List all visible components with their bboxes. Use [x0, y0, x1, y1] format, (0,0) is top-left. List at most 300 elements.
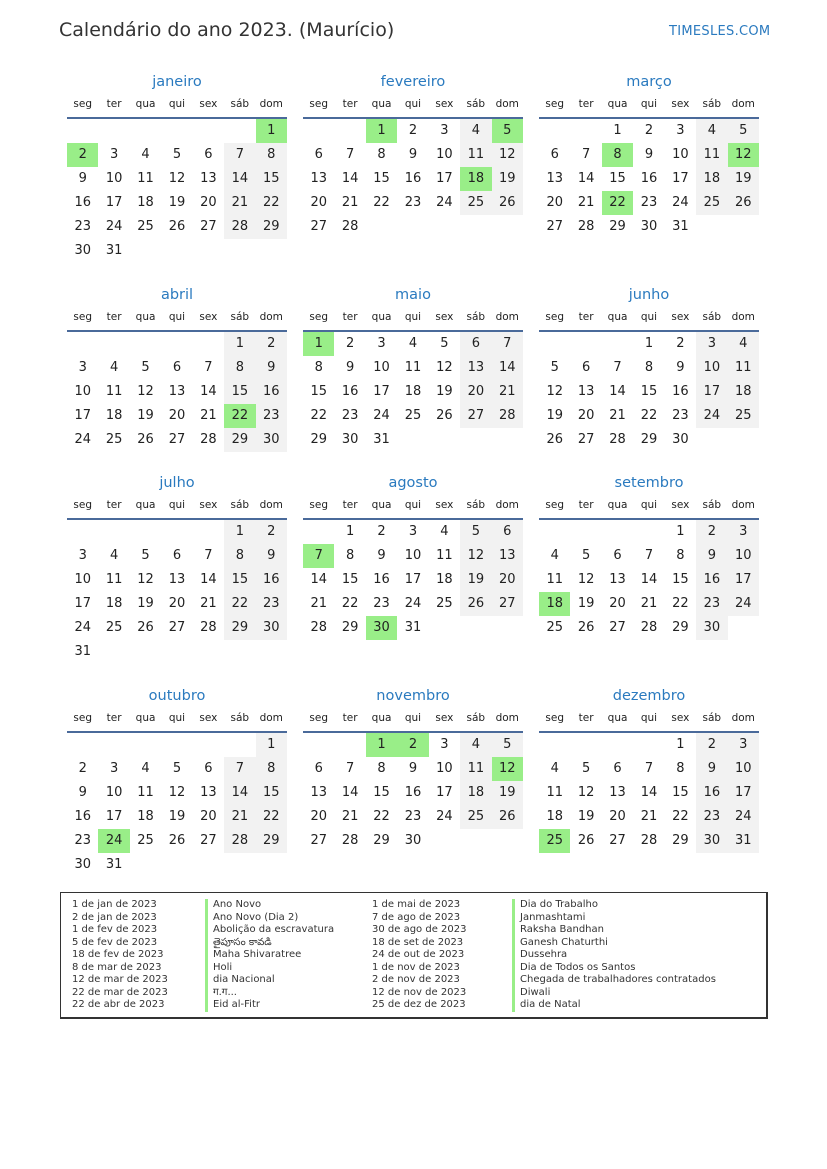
day-cell: 2 — [696, 733, 727, 757]
month-title: fevereiro — [380, 74, 446, 90]
weekday-label: qui — [168, 499, 186, 511]
day-cell: 26 — [492, 805, 523, 829]
day-cell: 4 — [550, 761, 559, 776]
holiday-name: Ano Novo — [205, 899, 261, 912]
day-cell: 16 — [672, 384, 689, 399]
day-cell: 24 — [696, 404, 727, 428]
empty-cell — [570, 332, 601, 356]
day-cell: 26 — [728, 191, 759, 215]
holiday-name: Maha Shivaratree — [205, 949, 301, 962]
day-cell: 12 — [577, 572, 595, 587]
day-cell: 6 — [204, 147, 213, 162]
day-cell: 27 — [546, 219, 563, 234]
day-cell: 17 — [696, 380, 727, 404]
empty-cell — [570, 119, 601, 143]
day-cell: 4 — [550, 548, 559, 563]
weekday-label: dom — [495, 311, 519, 323]
holiday-name: ग.ग... — [205, 987, 237, 1000]
day-grid — [67, 520, 287, 664]
day-cell: 20 — [168, 408, 186, 423]
holiday-name: Dia do Trabalho — [512, 899, 598, 912]
day-cell: 21 — [310, 596, 327, 611]
day-cell: 28 — [341, 219, 359, 234]
weekday-label: seg — [309, 98, 329, 110]
day-cell: 10 — [436, 147, 453, 162]
day-cell: 19 — [577, 596, 595, 611]
day-cell: 11 — [404, 360, 422, 375]
day-cell: 31 — [728, 829, 759, 853]
holiday-name: Holi — [205, 962, 232, 975]
day-cell: 11 — [546, 572, 563, 587]
day-cell: 11 — [460, 757, 491, 781]
day-cell: 30 — [696, 616, 727, 640]
holiday-day-cell: 2 — [67, 143, 98, 167]
weekday-label: ter — [578, 712, 594, 724]
weekday-header — [539, 93, 759, 119]
day-cell: 2 — [256, 520, 287, 544]
holiday-date: 25 de dez de 2023 — [372, 999, 466, 1010]
weekday-label: seg — [73, 499, 93, 511]
weekday-label: qua — [607, 311, 628, 323]
weekday-label: qui — [640, 98, 658, 110]
holiday-day-cell: 12 — [728, 143, 759, 167]
weekday-label: seg — [73, 98, 93, 110]
day-cell: 22 — [672, 596, 689, 611]
weekday-header — [67, 494, 287, 520]
day-cell: 4 — [440, 524, 449, 539]
day-cell: 28 — [310, 620, 327, 635]
day-cell: 24 — [404, 596, 422, 611]
day-cell: 7 — [613, 360, 622, 375]
holiday-date: 7 de ago de 2023 — [372, 911, 461, 923]
day-cell: 6 — [550, 147, 559, 162]
day-cell: 14 — [609, 384, 626, 399]
day-cell: 24 — [672, 195, 689, 210]
day-cell: 5 — [172, 147, 182, 162]
month-março — [539, 71, 759, 239]
day-cell: 30 — [341, 432, 359, 447]
weekday-label: sáb — [230, 98, 250, 110]
day-cell: 20 — [492, 568, 523, 592]
day-cell: 23 — [341, 408, 359, 423]
month-maio — [303, 284, 523, 452]
empty-cell — [161, 733, 192, 757]
day-cell: 3 — [728, 733, 759, 757]
day-cell: 19 — [460, 568, 491, 592]
day-cell: 20 — [577, 408, 595, 423]
day-cell: 30 — [74, 857, 91, 872]
day-cell: 11 — [105, 384, 123, 399]
day-cell: 17 — [74, 596, 91, 611]
day-cell: 26 — [577, 620, 595, 635]
day-cell: 4 — [109, 360, 119, 375]
day-cell: 3 — [109, 147, 119, 162]
weekday-label: ter — [106, 311, 122, 323]
day-cell: 8 — [676, 761, 685, 776]
empty-cell — [334, 119, 365, 143]
day-cell: 27 — [200, 833, 217, 848]
day-cell: 28 — [640, 620, 658, 635]
day-cell: 23 — [256, 404, 287, 428]
holiday-name: Ganesh Chaturthi — [512, 937, 608, 950]
empty-cell — [98, 733, 129, 757]
day-cell: 17 — [728, 781, 759, 805]
weekday-label: seg — [73, 311, 93, 323]
weekday-label: qui — [168, 712, 186, 724]
empty-cell — [570, 520, 601, 544]
day-cell: 18 — [105, 408, 123, 423]
month-title: julho — [159, 475, 195, 491]
weekday-label: sáb — [702, 98, 722, 110]
day-cell: 3 — [440, 123, 449, 138]
day-cell: 14 — [640, 572, 658, 587]
empty-cell — [224, 733, 255, 757]
day-cell: 9 — [78, 171, 87, 186]
day-cell: 18 — [728, 380, 759, 404]
day-cell: 30 — [256, 428, 287, 452]
day-cell: 15 — [672, 572, 689, 587]
day-cell: 10 — [74, 572, 91, 587]
day-cell: 7 — [492, 332, 523, 356]
day-cell: 16 — [74, 809, 91, 824]
day-cell: 13 — [168, 384, 186, 399]
day-cell: 5 — [581, 548, 591, 563]
day-cell: 4 — [408, 336, 418, 351]
weekday-label: seg — [309, 311, 329, 323]
empty-cell — [161, 119, 192, 143]
day-cell: 14 — [200, 572, 217, 587]
day-cell: 5 — [581, 761, 591, 776]
day-cell: 17 — [373, 384, 390, 399]
day-cell: 31 — [672, 219, 689, 234]
month-title: junho — [628, 287, 670, 303]
weekday-label: qui — [404, 311, 422, 323]
day-cell: 19 — [137, 408, 154, 423]
day-cell: 31 — [74, 644, 91, 659]
day-cell: 20 — [609, 809, 626, 824]
empty-cell — [303, 119, 334, 143]
day-cell: 27 — [200, 219, 217, 234]
day-cell: 16 — [74, 195, 91, 210]
day-cell: 15 — [224, 568, 255, 592]
empty-cell — [98, 332, 129, 356]
day-cell: 10 — [105, 171, 123, 186]
day-cell: 19 — [546, 408, 563, 423]
day-cell: 14 — [492, 356, 523, 380]
day-cell: 14 — [224, 781, 255, 805]
weekday-label: qua — [607, 712, 628, 724]
day-cell: 5 — [141, 360, 150, 375]
day-cell: 18 — [546, 809, 563, 824]
day-cell: 14 — [224, 167, 255, 191]
day-cell: 18 — [404, 384, 422, 399]
weekday-header — [303, 93, 523, 119]
weekday-label: qua — [135, 712, 156, 724]
day-cell: 28 — [200, 620, 217, 635]
holiday-date: 12 de nov de 2023 — [372, 986, 467, 998]
day-cell: 1 — [676, 737, 685, 752]
day-cell: 17 — [74, 408, 91, 423]
day-cell: 22 — [373, 809, 390, 824]
day-cell: 28 — [492, 404, 523, 428]
day-cell: 9 — [256, 356, 287, 380]
day-cell: 27 — [492, 592, 523, 616]
weekday-label: seg — [309, 499, 329, 511]
day-cell: 1 — [676, 524, 685, 539]
weekday-label: qui — [640, 712, 658, 724]
holiday-day-cell: 5 — [492, 119, 523, 143]
day-cell: 26 — [546, 432, 563, 447]
day-cell: 18 — [137, 195, 154, 210]
day-cell: 1 — [345, 524, 355, 539]
empty-cell — [633, 733, 664, 757]
holiday-date: 2 de nov de 2023 — [372, 974, 460, 985]
day-cell: 16 — [696, 781, 727, 805]
day-cell: 6 — [613, 761, 622, 776]
holiday-day-cell: 30 — [366, 616, 397, 640]
empty-cell — [193, 332, 224, 356]
holiday-day-cell: 1 — [256, 119, 287, 143]
weekday-label: sáb — [466, 98, 486, 110]
day-cell: 6 — [492, 520, 523, 544]
day-cell: 31 — [105, 243, 123, 258]
holiday-date: 24 de out de 2023 — [372, 949, 465, 960]
day-cell: 13 — [310, 171, 327, 186]
holiday-name: తైపూసం కావడి — [205, 937, 272, 950]
weekday-label: dom — [731, 499, 755, 511]
day-cell: 15 — [373, 171, 390, 186]
day-cell: 7 — [581, 147, 591, 162]
holiday-name: Raksha Bandhan — [512, 924, 604, 937]
day-cell: 26 — [168, 219, 186, 234]
day-cell: 30 — [256, 616, 287, 640]
weekday-label: sex — [435, 712, 454, 724]
day-cell: 21 — [224, 805, 255, 829]
day-cell: 23 — [696, 805, 727, 829]
day-cell: 14 — [341, 171, 359, 186]
day-cell: 10 — [404, 548, 422, 563]
day-cell: 20 — [200, 809, 217, 824]
month-title: novembro — [376, 688, 450, 704]
holiday-name: Diwali — [512, 987, 550, 1000]
weekday-label: dom — [495, 712, 519, 724]
day-cell: 6 — [581, 360, 591, 375]
day-grid — [539, 520, 759, 640]
day-cell: 25 — [105, 432, 123, 447]
day-cell: 15 — [256, 167, 287, 191]
weekday-header — [303, 494, 523, 520]
day-cell: 8 — [676, 548, 685, 563]
day-cell: 21 — [341, 195, 359, 210]
day-cell: 14 — [640, 785, 658, 800]
day-cell: 29 — [672, 833, 689, 848]
month-fevereiro — [303, 71, 523, 239]
day-cell: 17 — [105, 195, 123, 210]
holiday-name: Janmashtami — [512, 912, 585, 925]
day-cell: 4 — [460, 733, 491, 757]
day-cell: 1 — [256, 733, 287, 757]
day-cell: 18 — [105, 596, 123, 611]
weekday-label: qui — [168, 311, 186, 323]
holiday-date: 8 de mar de 2023 — [72, 961, 162, 973]
day-cell: 22 — [310, 408, 327, 423]
empty-cell — [161, 332, 192, 356]
day-cell: 20 — [310, 195, 327, 210]
weekday-label: qua — [135, 98, 156, 110]
empty-cell — [303, 733, 334, 757]
day-cell: 12 — [546, 384, 563, 399]
holiday-date: 2 de jan de 2023 — [72, 911, 157, 923]
day-cell: 10 — [373, 360, 390, 375]
weekday-label: qui — [168, 98, 186, 110]
weekday-label: ter — [578, 98, 594, 110]
weekday-label: seg — [545, 98, 565, 110]
day-cell: 28 — [609, 432, 626, 447]
holiday-day-cell: 22 — [224, 404, 255, 428]
day-cell: 29 — [672, 620, 689, 635]
month-junho — [539, 284, 759, 452]
day-grid — [539, 733, 759, 853]
day-cell: 3 — [676, 123, 685, 138]
day-cell: 4 — [460, 119, 491, 143]
month-title: outubro — [148, 688, 206, 704]
day-cell: 17 — [672, 171, 689, 186]
holiday-date: 22 de abr de 2023 — [72, 999, 165, 1010]
weekday-label: seg — [545, 311, 565, 323]
day-cell: 1 — [644, 336, 654, 351]
day-cell: 28 — [640, 833, 658, 848]
weekday-label: sex — [671, 98, 690, 110]
weekday-label: qua — [135, 499, 156, 511]
day-grid — [67, 119, 287, 263]
day-cell: 19 — [137, 596, 154, 611]
holiday-date: 18 de set de 2023 — [372, 936, 464, 948]
day-cell: 4 — [728, 332, 759, 356]
day-cell: 12 — [168, 171, 186, 186]
day-cell: 8 — [345, 548, 355, 563]
day-cell: 25 — [436, 596, 453, 611]
day-cell: 10 — [74, 384, 91, 399]
day-cell: 10 — [728, 757, 759, 781]
day-cell: 12 — [137, 572, 154, 587]
weekday-label: qua — [371, 499, 392, 511]
day-cell: 2 — [408, 123, 418, 138]
day-cell: 15 — [341, 572, 359, 587]
day-cell: 26 — [168, 833, 186, 848]
weekday-label: dom — [259, 499, 283, 511]
day-cell: 26 — [492, 191, 523, 215]
day-cell: 10 — [672, 147, 689, 162]
day-grid — [303, 332, 523, 452]
day-cell: 18 — [436, 572, 453, 587]
day-cell: 22 — [672, 809, 689, 824]
day-cell: 27 — [460, 404, 491, 428]
day-cell: 13 — [609, 572, 626, 587]
day-cell: 3 — [440, 737, 449, 752]
weekday-label: qui — [640, 311, 658, 323]
day-cell: 17 — [728, 568, 759, 592]
empty-cell — [193, 520, 224, 544]
holiday-name: Chegada de trabalhadores contratados — [512, 974, 716, 987]
month-julho — [67, 472, 287, 664]
weekday-label: sex — [671, 712, 690, 724]
day-cell: 27 — [577, 432, 595, 447]
holiday-day-cell: 18 — [539, 592, 570, 616]
day-cell: 24 — [105, 219, 123, 234]
weekday-label: dom — [731, 712, 755, 724]
day-cell: 14 — [577, 171, 595, 186]
day-cell: 2 — [345, 336, 355, 351]
day-cell: 21 — [200, 596, 217, 611]
holiday-date: 1 de jan de 2023 — [72, 899, 157, 910]
day-cell: 17 — [436, 785, 453, 800]
weekday-label: sex — [199, 98, 218, 110]
day-cell: 29 — [341, 620, 359, 635]
day-cell: 19 — [492, 167, 523, 191]
day-cell: 7 — [644, 761, 654, 776]
day-cell: 9 — [696, 757, 727, 781]
day-cell: 6 — [460, 332, 491, 356]
day-cell: 5 — [492, 733, 523, 757]
day-cell: 25 — [460, 805, 491, 829]
holiday-name: Abolição da escravatura — [205, 924, 334, 937]
day-cell: 22 — [224, 592, 255, 616]
day-cell: 20 — [460, 380, 491, 404]
day-cell: 9 — [256, 544, 287, 568]
day-cell: 1 — [613, 123, 622, 138]
empty-cell — [130, 733, 161, 757]
day-grid — [303, 520, 523, 640]
day-cell: 22 — [640, 408, 658, 423]
weekday-label: qua — [371, 712, 392, 724]
weekday-label: qua — [371, 311, 392, 323]
brand-link[interactable]: TIMESLES.COM — [669, 24, 771, 39]
empty-cell — [193, 119, 224, 143]
empty-cell — [193, 733, 224, 757]
day-cell: 9 — [345, 360, 355, 375]
weekday-label: ter — [578, 499, 594, 511]
weekday-header — [67, 93, 287, 119]
month-janeiro — [67, 71, 287, 263]
empty-cell — [67, 119, 98, 143]
empty-cell — [98, 520, 129, 544]
day-cell: 23 — [74, 219, 91, 234]
holiday-day-cell: 7 — [303, 544, 334, 568]
day-cell: 8 — [256, 143, 287, 167]
day-cell: 27 — [609, 620, 626, 635]
empty-cell — [602, 332, 633, 356]
day-cell: 12 — [137, 384, 154, 399]
day-cell: 21 — [492, 380, 523, 404]
day-cell: 12 — [436, 360, 453, 375]
day-cell: 23 — [74, 833, 91, 848]
day-cell: 29 — [609, 219, 626, 234]
day-cell: 4 — [696, 119, 727, 143]
day-cell: 6 — [172, 360, 182, 375]
day-cell: 20 — [609, 596, 626, 611]
holiday-day-cell: 22 — [602, 191, 633, 215]
day-cell: 24 — [74, 620, 91, 635]
holiday-name: Eid al-Fitr — [205, 999, 260, 1012]
day-cell: 28 — [341, 833, 359, 848]
day-cell: 29 — [310, 432, 327, 447]
day-cell: 12 — [492, 143, 523, 167]
weekday-label: sex — [435, 499, 454, 511]
day-cell: 8 — [224, 356, 255, 380]
day-cell: 11 — [728, 356, 759, 380]
day-grid — [539, 119, 759, 239]
day-cell: 7 — [224, 143, 255, 167]
